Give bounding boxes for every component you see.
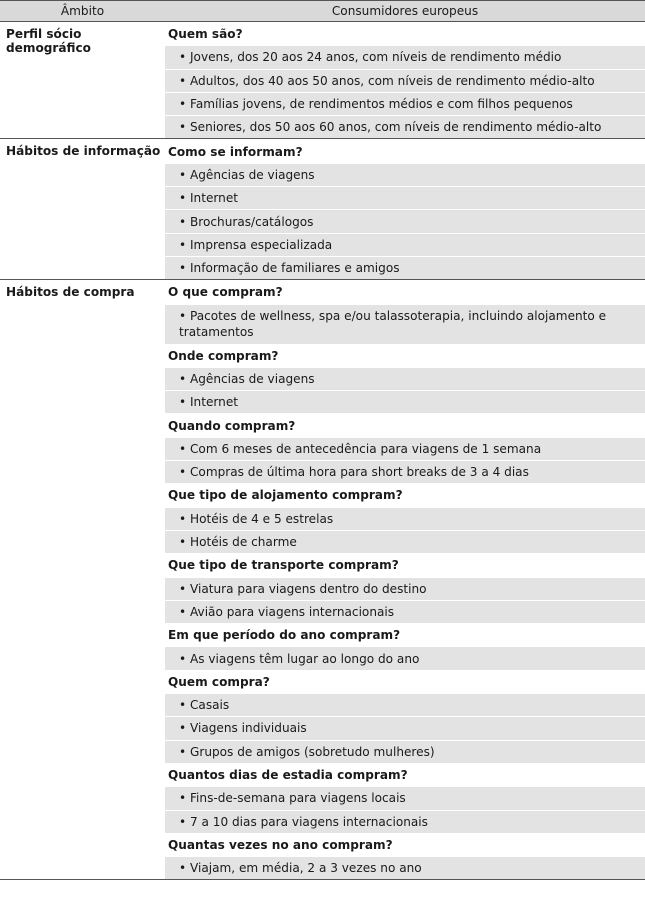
answer-row: • Hotéis de 4 e 5 estrelas bbox=[165, 507, 645, 530]
question-row: Quem compra? bbox=[165, 670, 645, 693]
table-header-row bbox=[0, 1, 645, 22]
answer-row: • Compras de última hora para short breaks de 3 a 4 dias bbox=[165, 460, 645, 483]
answer-row: • Internet bbox=[165, 186, 645, 209]
section-content bbox=[165, 280, 645, 880]
question-row: Quantos dias de estadia compram? bbox=[165, 763, 645, 786]
answer-row: • As viagens têm lugar ao longo do ano bbox=[165, 646, 645, 669]
answer-row: • Adultos, dos 40 aos 50 anos, com níveis de rendimento médio-alto bbox=[165, 69, 645, 92]
section-content bbox=[165, 22, 645, 139]
answer-row: • Informação de familiares e amigos bbox=[165, 256, 645, 279]
answer-row: • Pacotes de wellness, spa e/ou talassoterapia, incluindo alojamento e tratamentos bbox=[165, 304, 645, 344]
question-row: Em que período do ano compram? bbox=[165, 623, 645, 646]
question-row: Quantas vezes no ano compram? bbox=[165, 833, 645, 856]
answer-row: • 7 a 10 dias para viagens internacionais bbox=[165, 810, 645, 833]
question-row: Quando compram? bbox=[165, 413, 645, 436]
header-consumers: Consumidores europeus bbox=[165, 1, 645, 22]
answer-row: • Com 6 meses de antecedência para viagens de 1 semana bbox=[165, 437, 645, 460]
answer-row: • Famílias jovens, de rendimentos médios e com filhos pequenos bbox=[165, 92, 645, 115]
header-scope: Âmbito bbox=[0, 1, 165, 22]
section-row bbox=[0, 22, 645, 139]
question-row: Que tipo de transporte compram? bbox=[165, 553, 645, 576]
answer-row: • Jovens, dos 20 aos 24 anos, com níveis de rendimento médio bbox=[165, 45, 645, 68]
question-row: Quem são? bbox=[165, 22, 645, 45]
answer-row: • Grupos de amigos (sobretudo mulheres) bbox=[165, 740, 645, 763]
answer-row: • Casais bbox=[165, 693, 645, 716]
section-label: Hábitos de informação bbox=[0, 139, 165, 280]
answer-row: • Agências de viagens bbox=[165, 163, 645, 186]
answer-row: • Hotéis de charme bbox=[165, 530, 645, 553]
answer-row: • Brochuras/catálogos bbox=[165, 209, 645, 232]
answer-row: • Seniores, dos 50 aos 60 anos, com níveis de rendimento médio-alto bbox=[165, 115, 645, 138]
answer-row: • Viagens individuais bbox=[165, 716, 645, 739]
question-row: Que tipo de alojamento compram? bbox=[165, 483, 645, 506]
answer-row: • Imprensa especializada bbox=[165, 233, 645, 256]
question-row: Onde compram? bbox=[165, 344, 645, 367]
answer-row: • Fins-de-semana para viagens locais bbox=[165, 786, 645, 809]
answer-row: • Avião para viagens internacionais bbox=[165, 600, 645, 623]
answer-row: • Viatura para viagens dentro do destino bbox=[165, 577, 645, 600]
section-label: Perfil sócio demográfico bbox=[6, 27, 91, 55]
section-row bbox=[0, 139, 645, 280]
answer-row: • Viajam, em média, 2 a 3 vezes no ano bbox=[165, 856, 645, 879]
answer-row: • Internet bbox=[165, 390, 645, 413]
section-row bbox=[0, 280, 645, 880]
answer-row: • Agências de viagens bbox=[165, 367, 645, 390]
question-row: O que compram? bbox=[165, 280, 645, 303]
section-label: Hábitos de compra bbox=[0, 280, 165, 880]
question-row: Como se informam? bbox=[165, 139, 645, 162]
section-content bbox=[165, 139, 645, 280]
